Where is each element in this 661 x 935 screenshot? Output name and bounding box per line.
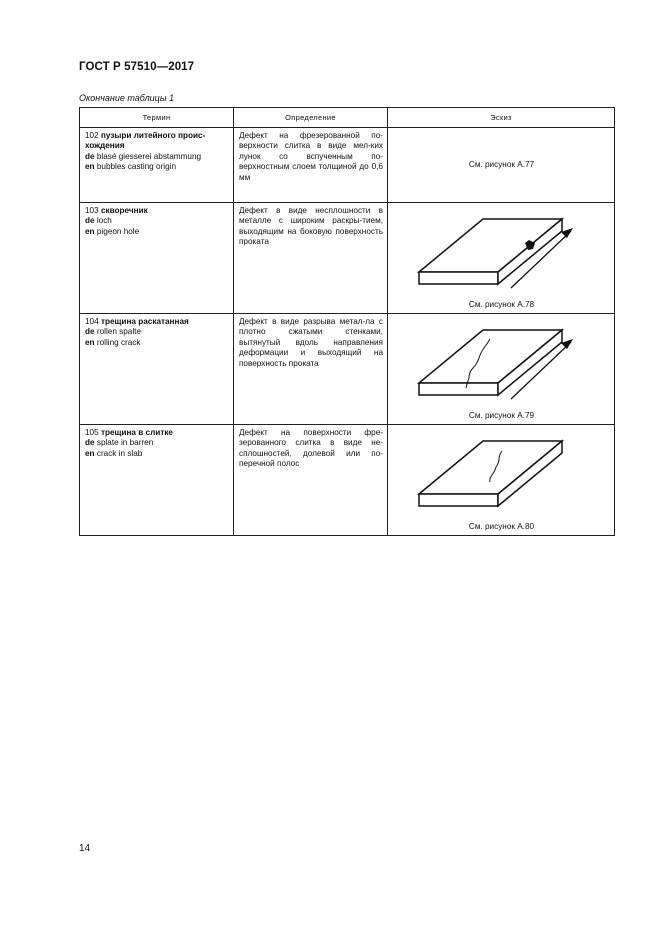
column-header-definition: Определение <box>234 108 388 128</box>
term-en: crack in slab <box>96 448 143 458</box>
sketch-figure-a79 <box>393 317 620 407</box>
definition-cell: Дефект на фрезерованной по-верхности слитка в виде мел-ких лунок со вспученным по-верхностным слоем толщиной до 0,6 мм <box>234 128 388 203</box>
definition-cell: Дефект в виде несплошности в металле с широким раскры-тием, выходящим на боковую поверхность проката <box>234 203 388 314</box>
en-label: en <box>85 448 95 458</box>
sketch-cell <box>388 425 615 536</box>
term-en: bubbles casting origin <box>96 162 177 172</box>
sketch-cell <box>388 314 615 425</box>
page-number: 14 <box>79 843 91 854</box>
figure-reference: См. рисунок А.79 <box>468 411 535 420</box>
term-en: pigeon hole <box>96 226 140 236</box>
figure-reference: См. рисунок А.77 <box>468 160 535 170</box>
de-label: de <box>85 216 95 226</box>
term-number: 102 <box>85 131 99 140</box>
term-de: splate in barren <box>96 438 154 448</box>
term-de: rollen spalte <box>96 327 141 337</box>
definition-cell: Дефект в виде разрыва метал-ла с плотно сжатыми стенками, вытянутый вдоль направления деформации и выходящий на поверхность проката <box>234 314 388 425</box>
term-de: blasé giesserei abstammung <box>96 151 202 161</box>
en-label: en <box>85 162 95 172</box>
figure-reference: См. рисунок А.78 <box>468 300 535 309</box>
table-row <box>80 314 615 425</box>
de-label: de <box>85 151 95 161</box>
term-ru: трещина раскатанная <box>100 317 189 326</box>
en-label: en <box>85 337 95 347</box>
table-row <box>80 128 615 203</box>
term-ru: скворечник <box>100 206 148 215</box>
term-number: 103 <box>85 206 99 215</box>
column-header-sketch: Эскиз <box>388 108 615 128</box>
term-cell <box>80 128 234 203</box>
term-en: rolling crack <box>96 337 141 347</box>
table-row <box>80 425 615 536</box>
definition-cell: Дефект на поверхности фре-зерованного слитка в виде не-сплошностей, долевой или по-перечной полос <box>234 425 388 536</box>
sketch-figure-a80 <box>393 428 620 518</box>
term-number: 104 <box>85 317 99 326</box>
table-caption: Окончание таблицы 1 <box>79 93 174 103</box>
sketch-cell <box>388 128 615 203</box>
sketch-figure-a78 <box>393 206 620 296</box>
table-row <box>80 203 615 314</box>
de-label: de <box>85 327 95 337</box>
term-cell <box>80 425 234 536</box>
en-label: en <box>85 226 95 236</box>
document-header: ГОСТ Р 57510—2017 <box>79 61 195 73</box>
figure-reference: См. рисунок А.80 <box>468 522 535 531</box>
table-header-row <box>80 108 615 128</box>
term-ru: пузыри литейного проис-хождения <box>85 131 206 151</box>
sketch-cell <box>388 203 615 314</box>
de-label: de <box>85 438 95 448</box>
column-header-term: Термин <box>80 108 234 128</box>
term-cell <box>80 314 234 425</box>
term-number: 105 <box>85 428 99 437</box>
term-cell <box>80 203 234 314</box>
terms-table <box>79 107 615 536</box>
term-de: loch <box>96 216 112 226</box>
term-ru: трещина в слитке <box>100 428 173 437</box>
